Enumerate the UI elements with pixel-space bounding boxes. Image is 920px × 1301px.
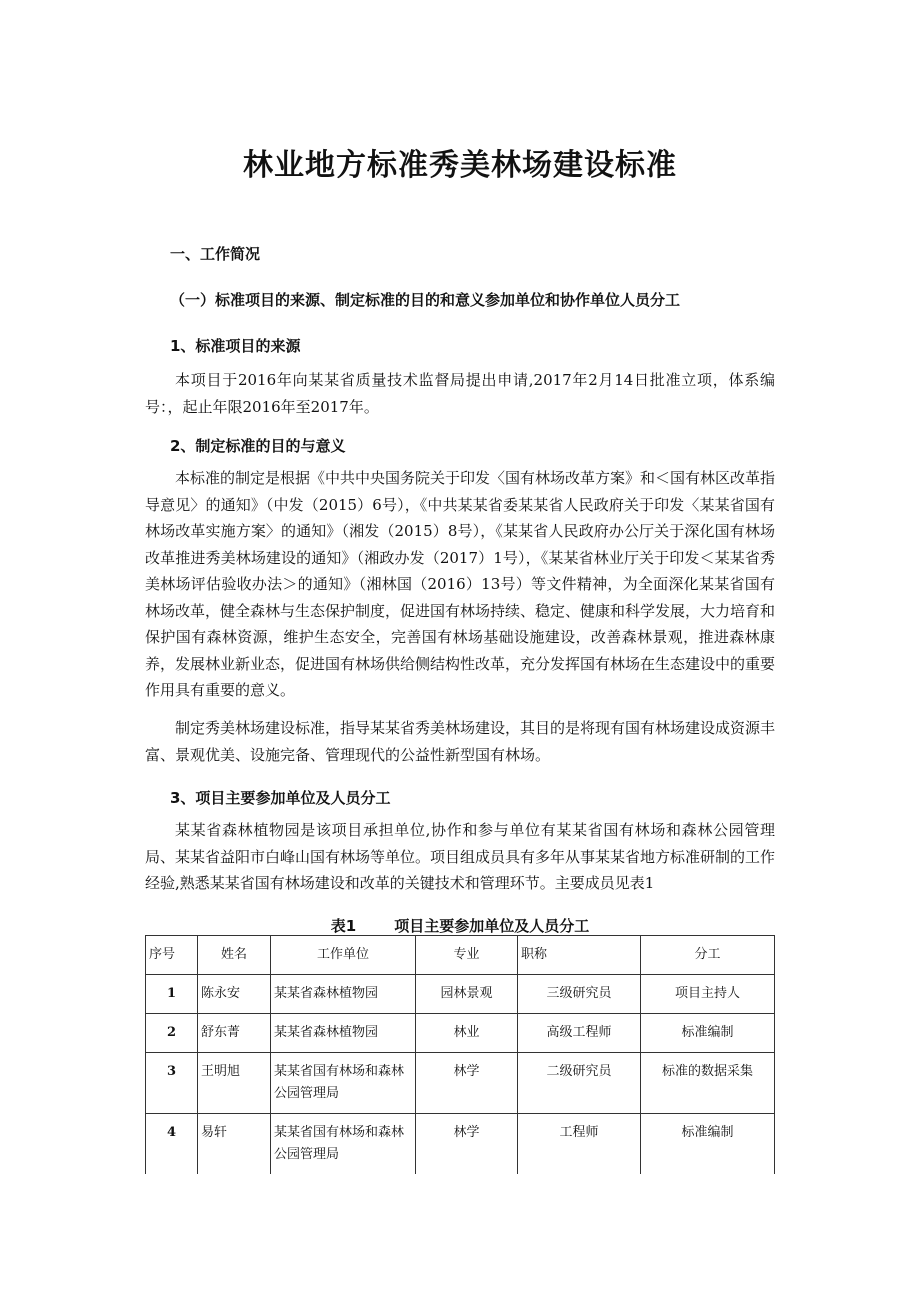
cell: 王明旭 [198,1053,271,1114]
cell: 标准编制 [641,1114,775,1175]
heading-source: 1、标准项目的来源 [170,337,301,355]
cell: 陈永安 [198,975,271,1014]
header-cell: 工作单位 [271,936,416,975]
cell: 某某省国有林场和森林公园管理局 [271,1053,416,1114]
header-cell: 专业 [416,936,518,975]
table-header-row [146,936,775,975]
cell: 某某省森林植物园 [271,1014,416,1053]
cell: 林学 [416,1053,518,1114]
cell: 工程师 [518,1114,641,1175]
cell: 易轩 [198,1114,271,1175]
subsection-heading: （一）标准项目的来源、制定标准的目的和意义参加单位和协作单位人员分工 [170,291,681,309]
cell: 3 [146,1053,198,1114]
paragraph-goal: 制定秀美林场建设标准，指导某某省秀美林场建设，其目的是将现有国有林场建设成资源丰富、景观优美、设施完备、管理现代的公益性新型国有林场。 [145,719,776,764]
table-row [146,1014,775,1053]
cell: 1 [146,975,198,1014]
heading-purpose: 2、制定标准的目的与意义 [170,437,346,455]
members-table [145,935,775,1174]
paragraph-purpose: 本标准的制定是根据《中共中央国务院关于印发〈国有林场改革方案》和＜国有林区改革指导意见〉的通知》（中发（2015）6号），《中共某某省委某某省人民政府关于印发〈某某省国有林场改革实施方案〉的通知》（湘发（2015）8号），《某某省人民政府办公厅关于深化国有林场改革推进秀美林场建设的通知》（湘政办发（2017）1号），《某某省林业厅关于印发＜某某省秀美林场评估验收办法＞的通知》（湘林国（2016）13号）等文件精神，为全面深化某某省国有林场改革，健全森林与生态保护制度，促进国有林场持续、稳定、健康和科学发展，大力培育和保护国有森林资源，维护生态安全，完善国有林场基础设施建设，改善森林景观，推进森林康养，发展林业新业态，促进国有林场供给侧结构性改革，充分发挥国有林场在生态建设中的重要作用具有重要的意义。 [145,469,776,699]
cell: 项目主持人 [641,975,775,1014]
cell: 园林景观 [416,975,518,1014]
table-title: 项目主要参加单位及人员分工 [394,917,590,935]
cell: 林学 [416,1114,518,1175]
cell: 高级工程师 [518,1014,641,1053]
table-row [146,975,775,1014]
cell: 标准编制 [641,1014,775,1053]
header-cell: 分工 [641,936,775,975]
cell: 林业 [416,1014,518,1053]
paragraph-units: 某某省森林植物园是该项目承担单位,协作和参与单位有某某省国有林场和森林公园管理局、某某省益阳市白峰山国有林场等单位。项目组成员具有多年从事某某省地方标准研制的工作经验,熟悉某某省国有林场建设和改革的关键技术和管理环节。主要成员见表1 [145,821,776,892]
table-row [146,1053,775,1114]
table-number: 表1 [330,917,357,935]
table-row [146,1114,775,1175]
header-cell: 姓名 [198,936,271,975]
cell: 4 [146,1114,198,1175]
cell: 2 [146,1014,198,1053]
cell: 三级研究员 [518,975,641,1014]
cell: 某某省森林植物园 [271,975,416,1014]
header-cell: 职称 [518,936,641,975]
document-title: 林业地方标准秀美林场建设标准 [243,148,677,183]
cell: 舒东菁 [198,1014,271,1053]
paragraph-source: 本项目于2016年向某某省质量技术监督局提出申请,2017年2月14日批准立项，体系编号：，起止年限2016年至2017年。 [145,371,775,416]
cell: 某某省国有林场和森林公园管理局 [271,1114,416,1175]
cell: 标准的数据采集 [641,1053,775,1114]
heading-units: 3、项目主要参加单位及人员分工 [170,789,391,807]
cell: 二级研究员 [518,1053,641,1114]
table-caption [0,915,920,936]
section-heading: 一、工作简况 [170,245,261,263]
header-cell: 序号 [146,936,198,975]
